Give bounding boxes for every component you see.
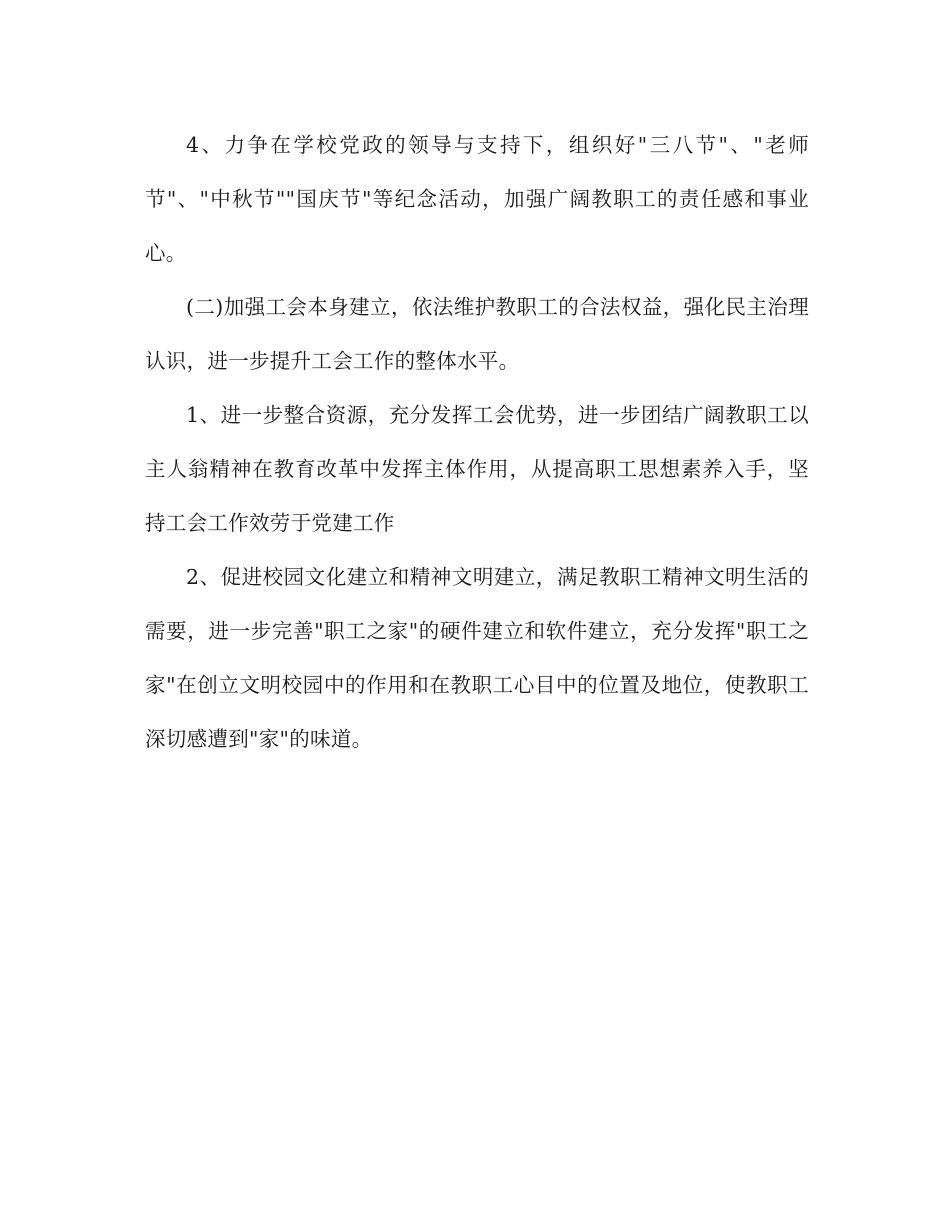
paragraph-item-1-resources: 1、进一步整合资源，充分发挥工会优势，进一步团结广阔教职工以主人翁精神在教育改革中发挥主体作用，从提高职工思想素养入手，坚持工会工作效劳于党建工作 [145, 403, 809, 535]
paragraph-section-2-heading: (二)加强工会本身建立，依法维护教职工的合法权益，强化民主治理认识，进一步提升工会工作的整体水平。 [145, 295, 809, 373]
document-body [145, 118, 809, 766]
paragraph-item-2-campus-culture: 2、促进校园文化建立和精神文明建立，满足教职工精神文明生活的需要，进一步完善"职工之家"的硬件建立和软件建立，充分发挥"职工之家"在创立文明校园中的作用和在教职工心目中的位置及地位，使教职工深切感遭到"家"的味道。 [145, 565, 809, 751]
paragraph-item-4-activities: 4、力争在学校党政的领导与支持下，组织好"三八节"、"老师节"、"中秋节""国庆节"等纪念活动，加强广阔教职工的责任感和事业心。 [145, 133, 809, 265]
